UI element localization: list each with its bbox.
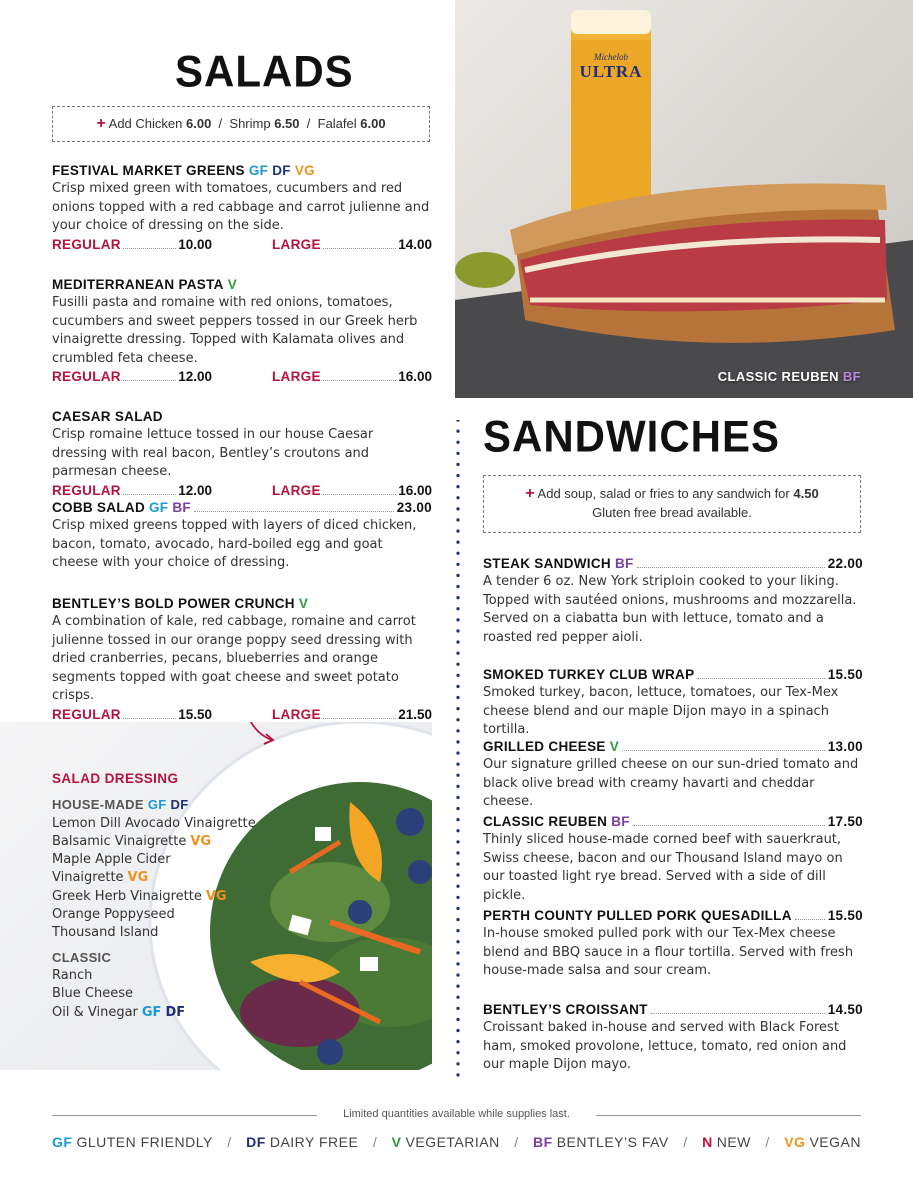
footer-note-text: Limited quantities available while supplies last. (337, 1108, 576, 1120)
reuben-illustration (455, 0, 913, 398)
item-name (483, 908, 863, 923)
tag-bf: BF (611, 814, 630, 829)
legend-item-vg: VG VEGAN (784, 1134, 861, 1150)
large-value: 14.00 (398, 236, 432, 252)
tag-gf: GF (248, 163, 269, 178)
item-name (483, 1002, 863, 1017)
regular-price (52, 707, 212, 722)
menu-item (483, 556, 863, 647)
tag-df: DF (272, 163, 291, 178)
item-description: In-house smoked pulled pork with our Tex-Mex cheese blend and BBQ sauce in a flour tortilla. Served with fresh house-made salsa and sour cream. (483, 926, 854, 978)
size-prices (52, 369, 432, 384)
tag-bf: BF (172, 500, 191, 515)
dressing-item: Thousand Island (52, 925, 159, 941)
regular-value: 12.00 (178, 482, 212, 498)
large-label: LARGE (272, 236, 321, 252)
tag-df: DF (165, 1004, 186, 1020)
addon-shrimp-price: 6.50 (274, 116, 300, 131)
salads-addon-box (52, 106, 430, 142)
sandwich-addon-box (483, 475, 861, 533)
item-description: A combination of kale, red cabbage, romaine and carrot julienne tossed in our orange poppy seed dressing with dried cranberries, pecans, blueberries and orange segments topped with goat cheese and sweet potato crisps. (52, 614, 416, 703)
dressing-item: Lemon Dill Avocado Vinaigrette (52, 815, 256, 831)
caption-text: CLASSIC REUBEN (717, 369, 839, 384)
regular-price (52, 369, 212, 384)
item-description: Fusilli pasta and romaine with red onions, tomatoes, cucumbers and sweet peppers tossed in our Greek herb vinaigrette dressing. Topped with Kalamata olives and crumbled feta cheese. (52, 295, 418, 366)
regular-value: 10.00 (178, 236, 212, 252)
item-price: 22.00 (827, 556, 863, 571)
dressing-item: Maple Apple Cider Vinaigrette VG (52, 852, 171, 886)
item-name (52, 277, 432, 292)
legend-item-gf: GF GLUTEN FRIENDLY (52, 1134, 213, 1150)
plus-icon: + (96, 115, 106, 132)
regular-value: 15.50 (178, 706, 212, 722)
size-prices (52, 483, 432, 498)
reuben-photo (455, 0, 913, 398)
item-title: BENTLEY’S CROISSANT (483, 1002, 648, 1017)
dressing-item: Ranch (52, 967, 93, 983)
addon-price: 4.50 (793, 486, 819, 501)
menu-item (483, 667, 863, 740)
large-price (272, 369, 432, 384)
addon-chicken-label: Add Chicken (108, 116, 183, 131)
beer-logo (578, 52, 644, 82)
tag-gf: GF (141, 1004, 162, 1020)
classic-heading: CLASSIC (52, 949, 112, 965)
tag-vg: VG (127, 870, 149, 886)
size-prices (52, 237, 432, 252)
house-made-heading (52, 796, 262, 814)
addon-separator: / (306, 116, 311, 131)
large-label: LARGE (272, 369, 321, 384)
item-description: Crisp mixed greens topped with layers of diced chicken, bacon, tomato, avocado, hard-boiled egg and goat cheese with your choice of dressing. (52, 518, 417, 570)
legend-item-v: V VEGETARIAN (391, 1134, 500, 1150)
item-description: Crisp mixed green with tomatoes, cucumbers and red onions topped with a red cabbage and carrot julienne and your choice of dressing on the side. (52, 181, 430, 233)
legend-separator: / (372, 1134, 378, 1150)
menu-item (483, 814, 863, 905)
regular-label: REGULAR (52, 706, 121, 722)
tag-gf: GF (149, 500, 169, 515)
item-price: 15.50 (827, 667, 863, 682)
dressing-title: SALAD DRESSING (52, 771, 179, 786)
item-title: COBB SALAD (52, 500, 145, 515)
dietary-legend (52, 1134, 861, 1150)
arrow-icon (240, 722, 280, 752)
item-name (52, 596, 432, 611)
menu-item (52, 163, 432, 252)
item-title: SMOKED TURKEY CLUB WRAP (483, 667, 695, 682)
legend-item-df: DF DAIRY FREE (246, 1134, 359, 1150)
item-name (52, 500, 432, 515)
menu-item (52, 596, 432, 722)
beer-brand: ULTRA (579, 62, 643, 81)
dressing-item: Oil & Vinegar GF DF (52, 1004, 186, 1020)
tag-v: V (609, 739, 620, 754)
regular-value: 12.00 (178, 369, 212, 384)
item-description: Thinly sliced house-made corned beef with sauerkraut, Swiss cheese, bacon and our Thousand Island mayo on our toasted light rye bread. Served with a side of dill pickle. (483, 832, 843, 903)
large-value: 16.00 (398, 369, 432, 384)
addon-shrimp-label: Shrimp (229, 116, 271, 131)
addon-falafel-label: Falafel (317, 116, 357, 131)
item-description: Our signature grilled cheese on our sun-dried tomato and black olive bread with creamy havarti and cheddar cheese. (483, 757, 859, 809)
item-price: 23.00 (396, 500, 432, 515)
tag-vg: VG (190, 833, 212, 849)
item-name (483, 667, 863, 682)
tag-df: DF (170, 797, 189, 813)
regular-label: REGULAR (52, 236, 121, 252)
tag-bf: BF (614, 556, 634, 571)
column-divider (455, 420, 461, 1080)
regular-price (52, 483, 212, 498)
beer-brand-small: Michelob (594, 52, 628, 62)
dressing-item: Blue Cheese (52, 986, 133, 1002)
salads-title: SALADS (175, 46, 354, 97)
item-name (483, 739, 863, 754)
plus-icon: + (525, 485, 535, 502)
legend-separator: / (765, 1134, 770, 1150)
addon-separator: / (218, 116, 223, 131)
regular-label: REGULAR (52, 482, 121, 498)
legend-separator: / (514, 1134, 519, 1150)
large-price (272, 237, 432, 252)
dressing-item: Balsamic Vinaigrette VG (52, 833, 212, 849)
tag-v: V (227, 277, 238, 292)
salad-dressing-list (52, 770, 262, 1022)
item-price: 13.00 (827, 739, 863, 754)
item-title: FESTIVAL MARKET GREENS (52, 163, 245, 178)
item-price: 17.50 (827, 814, 863, 829)
tag-vg: VG (294, 163, 315, 178)
tag-gf: GF (147, 797, 167, 813)
large-price (272, 483, 432, 498)
large-value: 21.50 (398, 706, 432, 722)
menu-item (483, 739, 863, 812)
legend-separator: / (683, 1134, 688, 1150)
addon-text: Add soup, salad or fries to any sandwich for (537, 486, 790, 501)
legend-item-bf: BF BENTLEY’S FAV (533, 1134, 669, 1150)
item-description: Smoked turkey, bacon, lettuce, tomatoes, our Tex-Mex cheese blend and our maple Dijon mayo in a spinach tortilla. (483, 685, 839, 737)
gluten-free-note: Gluten free bread available. (592, 505, 752, 520)
item-price: 15.50 (827, 908, 863, 923)
item-title: STEAK SANDWICH (483, 556, 611, 571)
addon-falafel-price: 6.00 (360, 116, 386, 131)
large-label: LARGE (272, 482, 321, 498)
sandwiches-title: SANDWICHES (483, 411, 781, 462)
large-price (272, 707, 432, 722)
item-description: Crisp romaine lettuce tossed in our house Caesar dressing with real bacon, Bentley’s croutons and parmesan cheese. (52, 427, 374, 479)
regular-price (52, 237, 212, 252)
legend-separator: / (227, 1134, 232, 1150)
menu-item (52, 500, 432, 573)
addon-chicken-price: 6.00 (186, 116, 212, 131)
item-title: BENTLEY’S BOLD POWER CRUNCH (52, 596, 295, 611)
regular-label: REGULAR (52, 369, 121, 384)
item-title: PERTH COUNTY PULLED PORK QUESADILLA (483, 908, 792, 923)
item-name (483, 814, 863, 829)
house-made-label: HOUSE-MADE (52, 797, 144, 813)
item-price: 14.50 (827, 1002, 863, 1017)
item-title: CLASSIC REUBEN (483, 814, 608, 829)
dressing-item: Greek Herb Vinaigrette VG (52, 888, 227, 904)
menu-item (483, 1002, 863, 1075)
menu-item (52, 409, 432, 498)
photo-caption (718, 369, 861, 384)
item-name (52, 409, 432, 424)
large-label: LARGE (272, 706, 321, 722)
item-title: GRILLED CHEESE (483, 739, 606, 754)
tag-vg: VG (205, 888, 227, 904)
item-description: Croissant baked in-house and served with Black Forest ham, smoked provolone, lettuce, tomato, red onion and our maple Dijon mayo. (483, 1020, 847, 1072)
legend-item-n: N NEW (702, 1134, 751, 1150)
menu-item (52, 277, 432, 384)
item-title: MEDITERRANEAN PASTA (52, 277, 224, 292)
tag-v: V (298, 596, 309, 611)
item-description: A tender 6 oz. New York striploin cooked to your liking. Topped with sautéed onions, mushrooms and mozzarella. Served on a ciabatta bun with lettuce, tomato and a roasted red pepper aioli. (483, 574, 857, 645)
large-value: 16.00 (398, 482, 432, 498)
item-name (52, 163, 432, 178)
footer-note (52, 1108, 861, 1120)
tag-bf: BF (842, 369, 861, 384)
dressing-item: Orange Poppyseed (52, 907, 175, 923)
item-title: CAESAR SALAD (52, 409, 163, 424)
menu-item (483, 908, 863, 981)
item-name (483, 556, 863, 571)
size-prices (52, 707, 432, 722)
